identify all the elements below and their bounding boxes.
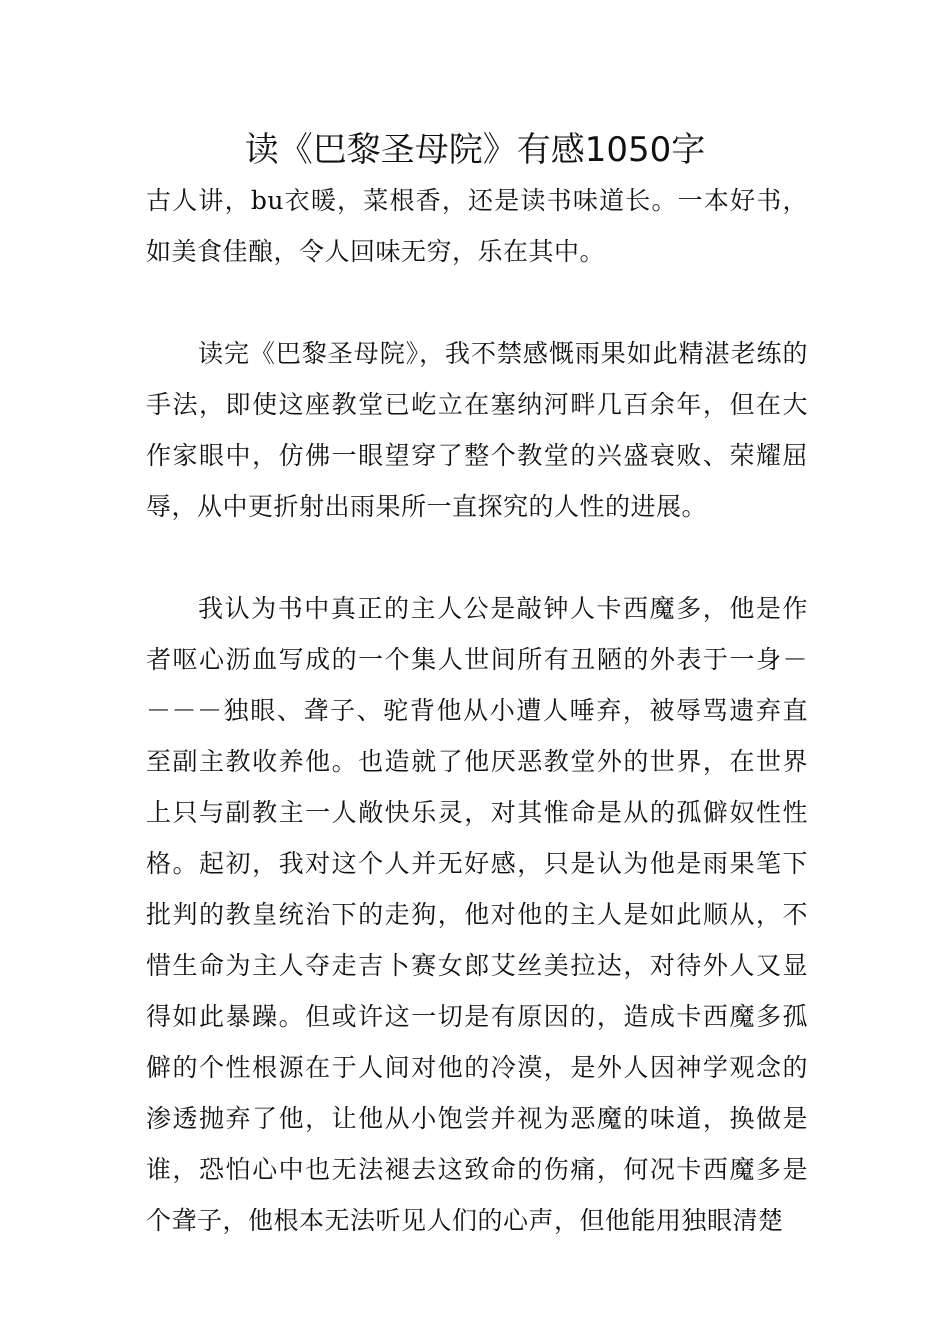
paragraph-intro: 古人讲，bu衣暖，菜根香，还是读书味道长。一本好书，如美食佳酿，令人回味无穷，乐在其中。 [146, 186, 808, 266]
document-title: 读《巴黎圣母院》有感1050字 [244, 130, 706, 170]
paragraph-gap [146, 277, 808, 328]
paragraph-gap [146, 532, 808, 583]
document-body [146, 175, 808, 1246]
paragraph-quasimodo: 我认为书中真正的主人公是敲钟人卡西魔多，他是作者呕心沥血写成的一个集人世间所有丑陋的外表于一身－－－－独眼、聋子、驼背他从小遭人唾弃，被辱骂遗弃直至副主教收养他。也造就了他厌恶教堂外的世界，在世界上只与副教主一人敞快乐灵，对其惟命是从的孤僻奴性性格。起初，我对这个人并无好感，只是认为他是雨果笔下批判的教皇统治下的走狗，他对他的主人是如此顺从，不惜生命为主人夺走吉卜赛女郎艾丝美拉达，对待外人又显得如此暴躁。但或许这一切是有原因的，造成卡西魔多孤僻的个性根源在于人间对他的冷漠，是外人因神学观念的渗透抛弃了他，让他从小饱尝并视为恶魔的味道，换做是谁，恐怕心中也无法褪去这致命的伤痛，何况卡西魔多是个聋子，他根本无法听见人们的心声，但他能用独眼清楚 [146, 594, 808, 1235]
paragraph-reading-reflection: 读完《巴黎圣母院》，我不禁感慨雨果如此精湛老练的手法，即使这座教堂已屹立在塞纳河畔几百余年，但在大作家眼中，仿佛一眼望穿了整个教堂的兴盛衰败、荣耀屈辱，从中更折射出雨果所一直探究的人性的进展。 [146, 339, 808, 521]
